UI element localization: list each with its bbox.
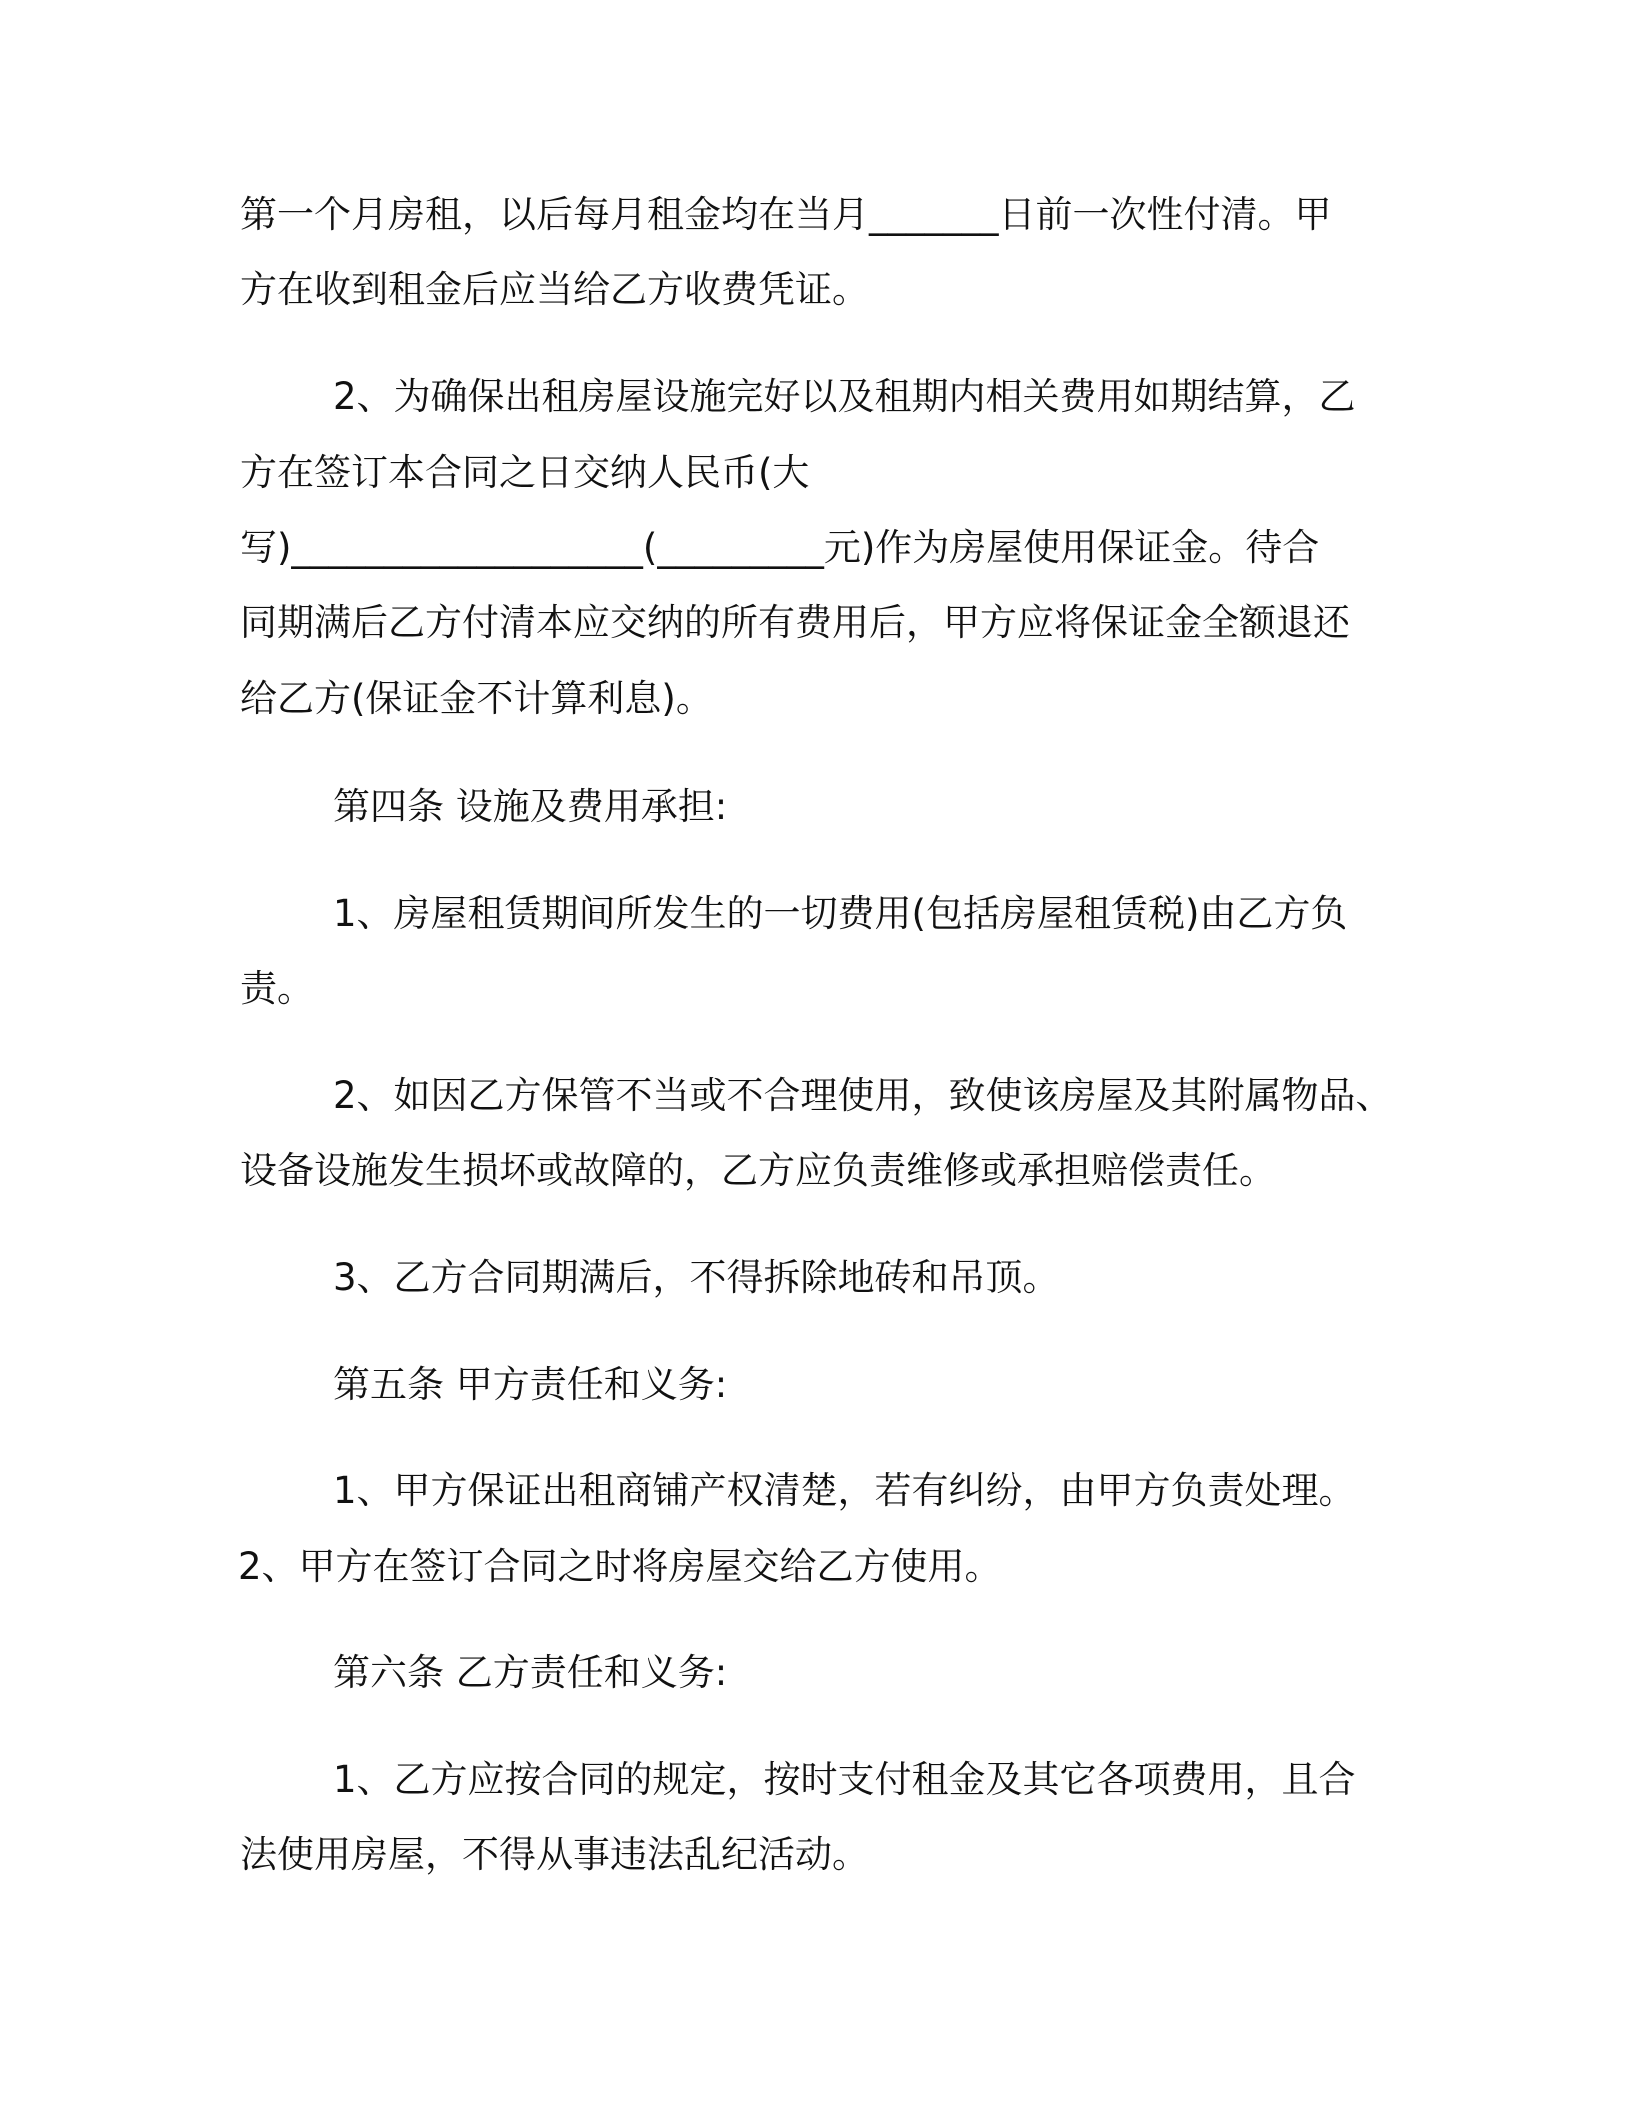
text-line: 设备设施发生损坏或故障的，乙方应负责维修或承担赔偿责任。 [240, 1149, 1276, 1192]
text-line: 1、甲方保证出租商铺产权清楚，若有纠纷，由甲方负责处理。 [333, 1469, 1356, 1512]
text-line: 2、如因乙方保管不当或不合理使用，致使该房屋及其附属物品、 [333, 1074, 1393, 1117]
text-line: 方在收到租金后应当给乙方收费凭证。 [240, 268, 869, 311]
section-heading: 第五条 甲方责任和义务: [333, 1363, 728, 1406]
section-heading: 第六条 乙方责任和义务: [333, 1651, 728, 1694]
text-line: 第一个月房租，以后每月租金均在当月_______日前一次性付清。甲 [240, 193, 1332, 236]
text-line: 写)___________________(_________元)作为房屋使用保证金。待合 [240, 526, 1320, 569]
text-line: 法使用房屋，不得从事违法乱纪活动。 [240, 1833, 869, 1876]
text-line: 给乙方(保证金不计算利息)。 [240, 677, 713, 720]
text-line: 1、房屋租赁期间所发生的一切费用(包括房屋租赁税)由乙方负 [333, 892, 1348, 935]
text-line: 2、为确保出租房屋设施完好以及租期内相关费用如期结算，乙 [333, 375, 1356, 418]
text-line: 3、乙方合同期满后，不得拆除地砖和吊顶。 [333, 1256, 1060, 1299]
text-line: 方在签订本合同之日交纳人民币(大 [240, 451, 810, 494]
text-line: 责。 [240, 967, 314, 1010]
text-line: 2、甲方在签订合同之时将房屋交给乙方使用。 [238, 1545, 1002, 1588]
text-line: 1、乙方应按合同的规定，按时支付租金及其它各项费用，且合 [333, 1758, 1356, 1801]
text-line: 同期满后乙方付清本应交纳的所有费用后，甲方应将保证金全额退还 [240, 601, 1350, 644]
section-heading: 第四条 设施及费用承担: [333, 785, 728, 828]
